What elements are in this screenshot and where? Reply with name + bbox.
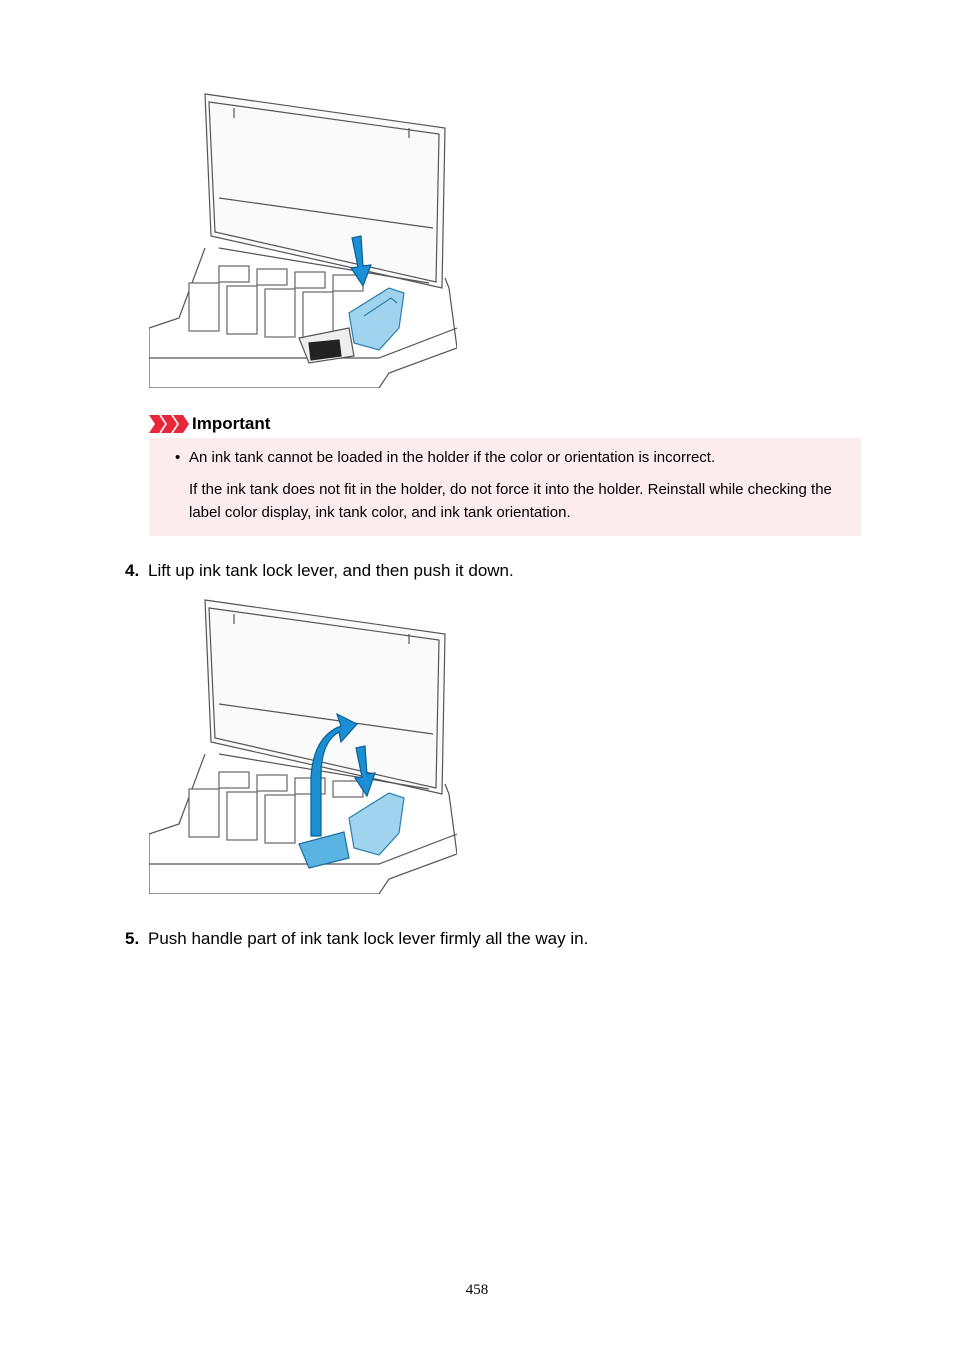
triple-chevron-important-icon: [149, 415, 189, 433]
step-4: [125, 561, 514, 581]
important-body: [149, 438, 861, 536]
step-text: Push handle part of ink tank lock lever firmly all the way in.: [148, 929, 589, 948]
important-header: [149, 412, 861, 436]
step-number: 4.: [125, 561, 140, 580]
page-number: 458: [465, 1282, 489, 1298]
ink-tank-insert-illustration: [149, 88, 457, 388]
bullet-symbol: •: [175, 449, 181, 466]
important-title: Important: [192, 414, 271, 433]
step-5: [125, 929, 588, 949]
important-detail-text: If the ink tank does not fit in the holder, do not force it into the holder. Reinstall while checking the label color display, ink tank color, and ink tank orientation.: [189, 481, 832, 521]
important-bullet-text: An ink tank cannot be loaded in the holder if the color or orientation is incorrect.: [189, 449, 716, 466]
step-number: 5.: [125, 929, 140, 948]
ink-tank-lock-lever-illustration: [149, 596, 457, 894]
important-note: [149, 412, 861, 536]
step-text: Lift up ink tank lock lever, and then push it down.: [148, 561, 514, 580]
